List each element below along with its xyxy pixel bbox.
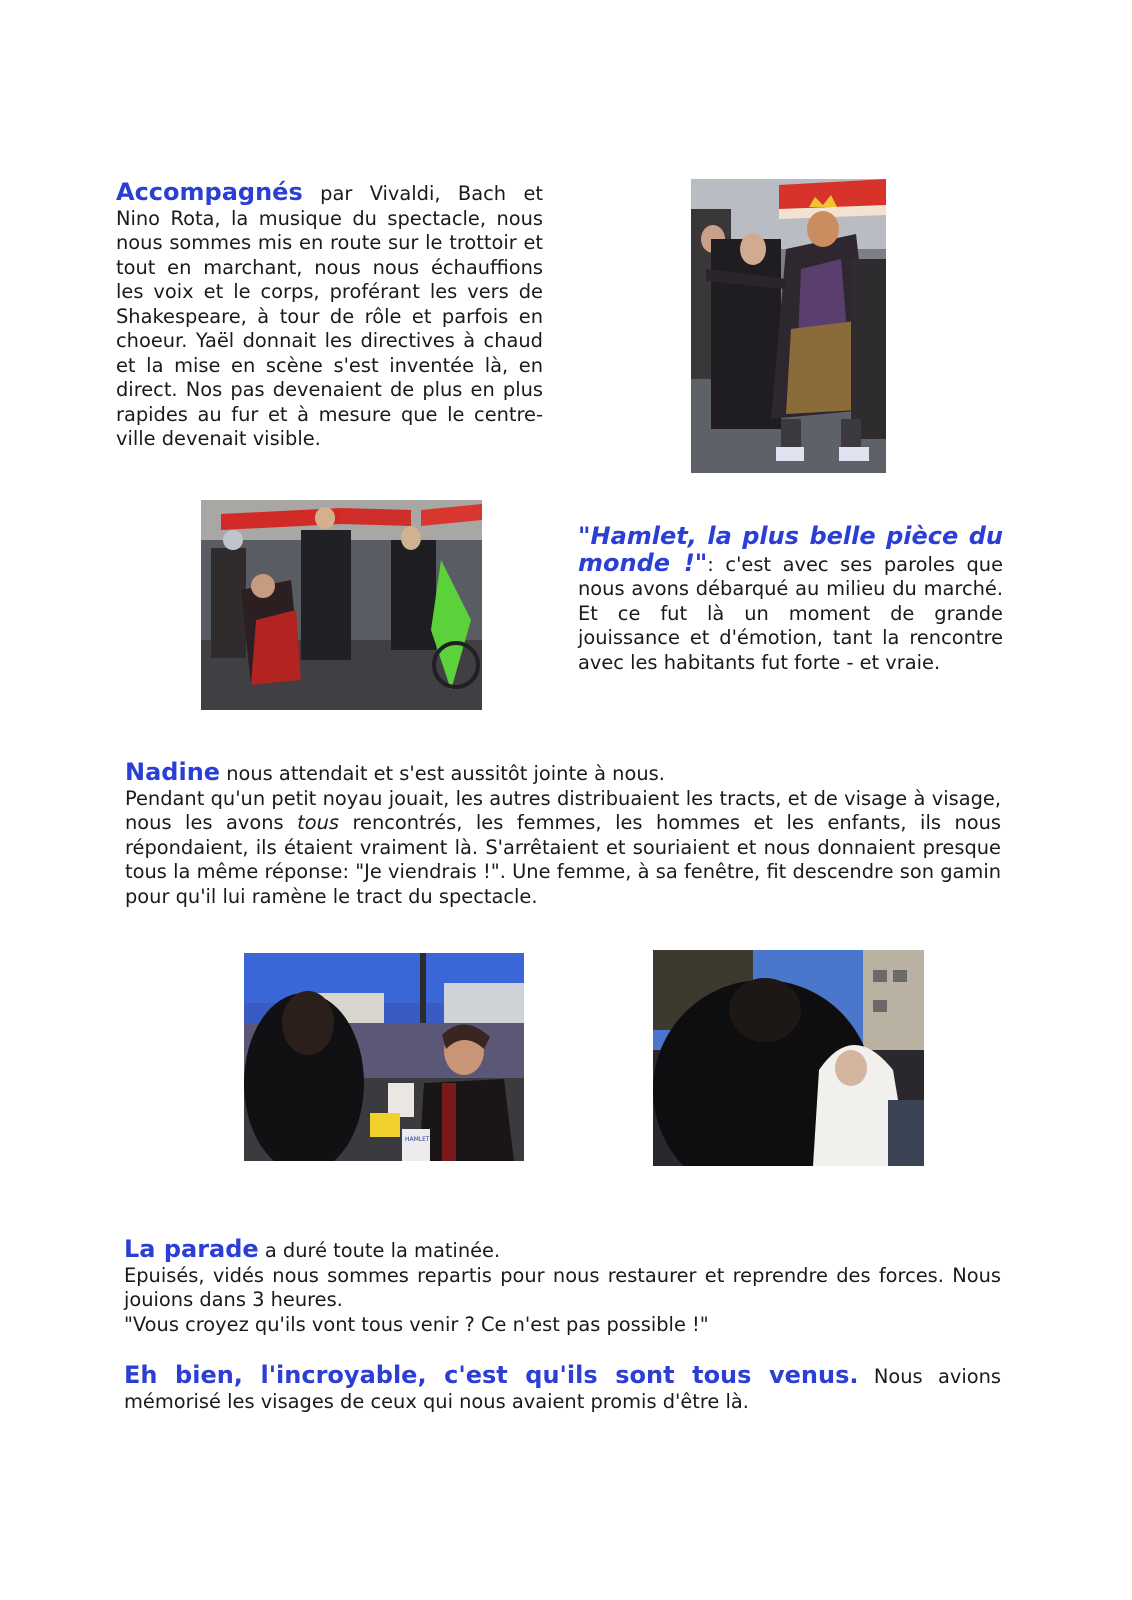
hamlet-paragraph (578, 524, 1003, 675)
nadine-paragraph (125, 760, 1001, 909)
hamlet-text: : c'est avec ses paroles que nous avons débarqué au milieu du marché. Et ce fut là un moment de grande jouissance et d'émotion, tant la rencontre avec les habitants fut forte - et vraie. (578, 552, 1004, 674)
parade-quote: "Vous croyez qu'ils vont tous venir ? Ce n'est pas possible !" (124, 1312, 709, 1336)
parade-first-line: a duré toute la matinée. (258, 1239, 501, 1262)
photo-market-dance (201, 500, 482, 710)
finale-paragraph (124, 1363, 1001, 1414)
parade-paragraph (124, 1237, 1001, 1337)
intro-text: par Vivaldi, Bach et Nino Rota, la musique du spectacle, nous nous sommes mis en route sur le trottoir et tout en marchant, nous nous échauffions les voix et le corps, proférant les vers de Shakespeare, à tour de rôle et parfois en choeur. Yaël donnait les directives à chaud et la mise en scène s'est inventée là, en direct. Nos pas devenaient de plus en plus rapides au fur et à mesure que le centre-ville devenait visible. (116, 182, 543, 450)
photo-tract-handout (244, 953, 524, 1161)
finale-text: Nous avions mémorisé les visages de ceux qui nous avaient promis d'être là. (124, 1365, 1001, 1413)
intro-lead: Accompagnés (116, 178, 303, 206)
nadine-emphasis: tous (297, 811, 339, 834)
nadine-first-line: nous attendait et s'est aussitôt jointe à nous. (220, 762, 665, 785)
photo-market-women (653, 950, 924, 1166)
finale-lead: Eh bien, l'incroyable, c'est qu'ils sont tous venus. (124, 1361, 859, 1389)
nadine-text-before: Pendant qu'un petit noyau jouait, les autres distribuaient les tracts, et de visage à visage, nous les avons (125, 786, 1001, 834)
tract-logo-text: HAMLET (405, 1136, 430, 1143)
parade-text: Epuisés, vidés nous sommes repartis pour nous restaurer et reprendre des forces. Nous jouions dans 3 heures. (124, 1263, 1001, 1311)
hamlet-lead: "Hamlet, la plus belle pièce du monde !" (578, 522, 1003, 577)
parade-lead: La parade (124, 1235, 259, 1263)
intro-paragraph (116, 180, 543, 452)
photo-costumed-actor (691, 179, 886, 473)
nadine-lead: Nadine (125, 758, 221, 786)
nadine-text-after: rencontrés, les femmes, les hommes et les enfants, ils nous répondaient, ils étaient vraiment là. S'arrêtaient et souriaient et nous donnaient presque tous la même réponse: "Je viendrais !". Une femme, à sa fenêtre, fit descendre son gamin pour qu'il lui ramène le tract du spectacle. (125, 811, 1001, 908)
